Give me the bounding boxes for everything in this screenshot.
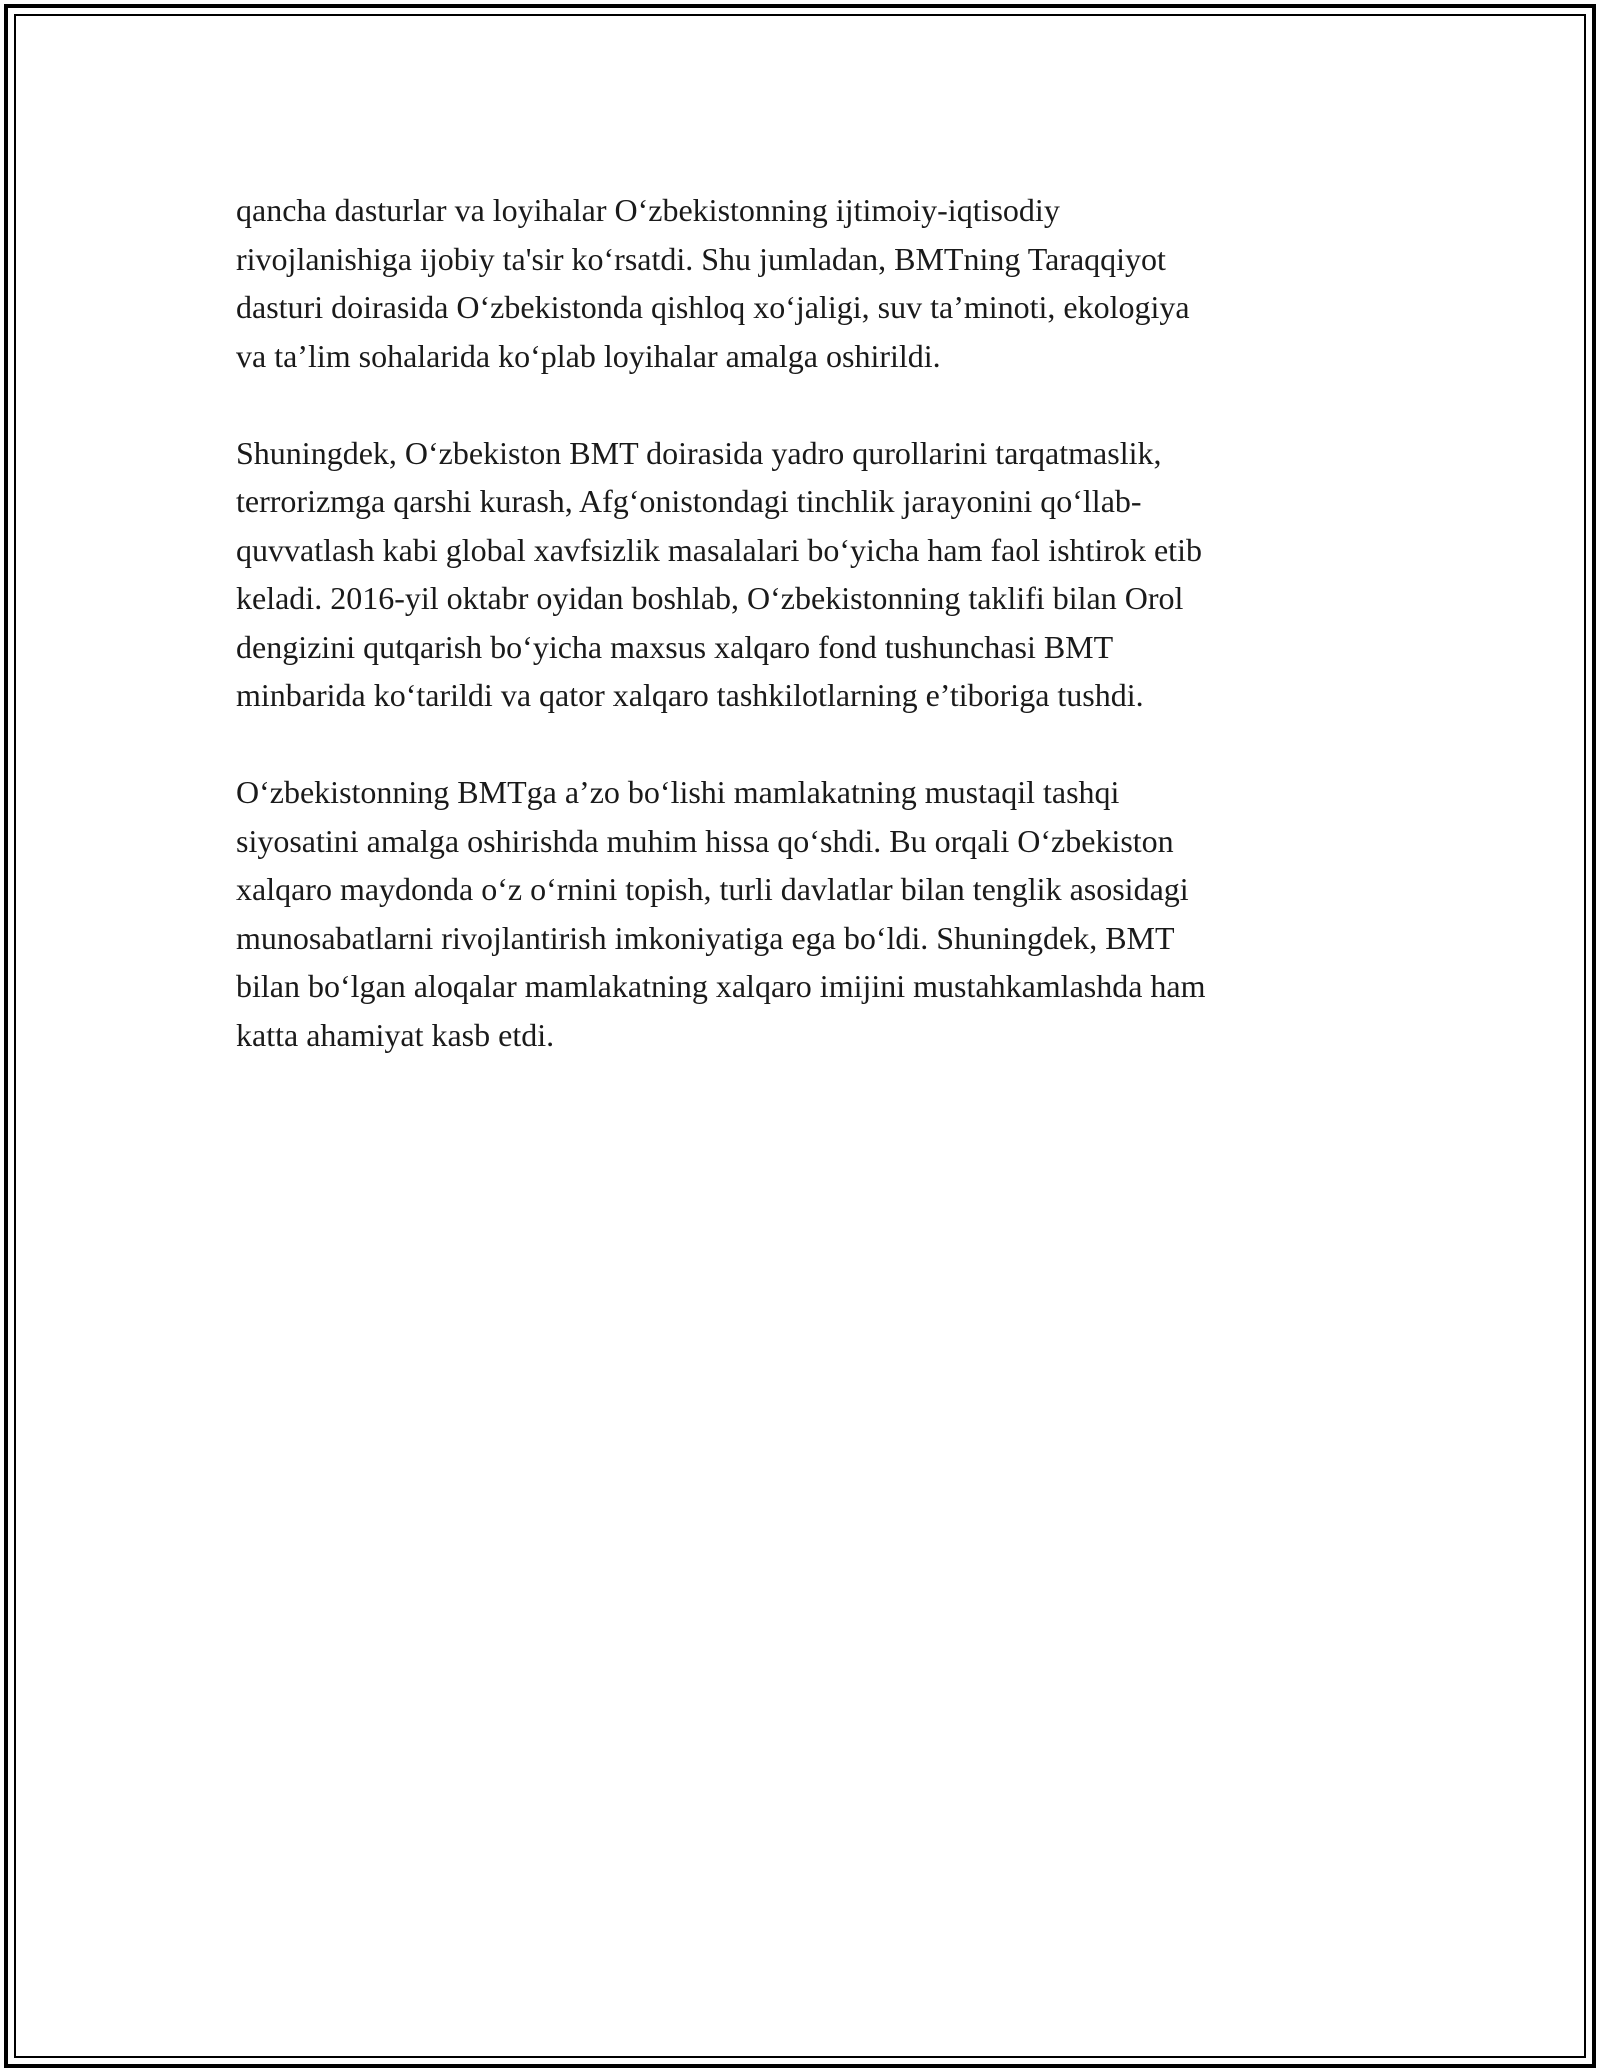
paragraph-3 [236,768,1366,1059]
document-body [236,186,1366,1108]
paragraph-line: terrorizmga qarshi kurash, Afg‘onistondagi tinchlik jarayonini qo‘llab- [236,483,1142,519]
paragraph-line: quvvatlash kabi global xavfsizlik masalalari bo‘yicha ham faol ishtirok etib [236,531,1202,568]
paragraph-line: qancha dasturlar va loyihalar O‘zbekistonning ijtimoiy-iqtisodiy [236,192,1060,228]
paragraph-line: siyosatini amalga oshirishda muhim hissa qo‘shdi. Bu orqali O‘zbekiston [236,822,1174,859]
paragraph-line: O‘zbekistonning BMTga a’zo bo‘lishi mamlakatning mustaqil tashqi [236,774,1120,810]
paragraph-line: munosabatlarni rivojlantirish imkoniyatiga ega bo‘ldi. Shuningdek, BMT [236,919,1175,956]
paragraph-2 [236,429,1366,720]
paragraph-line: keladi. 2016-yil oktabr oyidan boshlab, O‘zbekistonning taklifi bilan Orol [236,580,1184,616]
paragraph-line: minbarida ko‘tarildi va qator xalqaro tashkilotlarning e’tiboriga tushdi. [236,677,1144,713]
paragraph-line: dengizini qutqarish bo‘yicha maxsus xalqaro fond tushunchasi BMT [236,628,1114,665]
paragraph-1 [236,186,1366,380]
paragraph-line: dasturi doirasida O‘zbekistonda qishloq xo‘jaligi, suv ta’minoti, ekologiya [236,289,1190,325]
paragraph-line: xalqaro maydonda o‘z o‘rnini topish, turli davlatlar bilan tenglik asosidagi [236,871,1189,907]
paragraph-line: katta ahamiyat kasb etdi. [236,1016,555,1053]
paragraph-line: Shuningdek, O‘zbekiston BMT doirasida yadro qurollarini tarqatmaslik, [236,434,1162,471]
paragraph-line: va ta’lim sohalarida ko‘plab loyihalar amalga oshirildi. [236,337,941,374]
paragraph-line: rivojlanishiga ijobiy ta'sir ko‘rsatdi. Shu jumladan, BMTning Taraqqiyot [236,240,1166,277]
paragraph-line: bilan bo‘lgan aloqalar mamlakatning xalqaro imijini mustahkamlashda ham [236,968,1206,1004]
